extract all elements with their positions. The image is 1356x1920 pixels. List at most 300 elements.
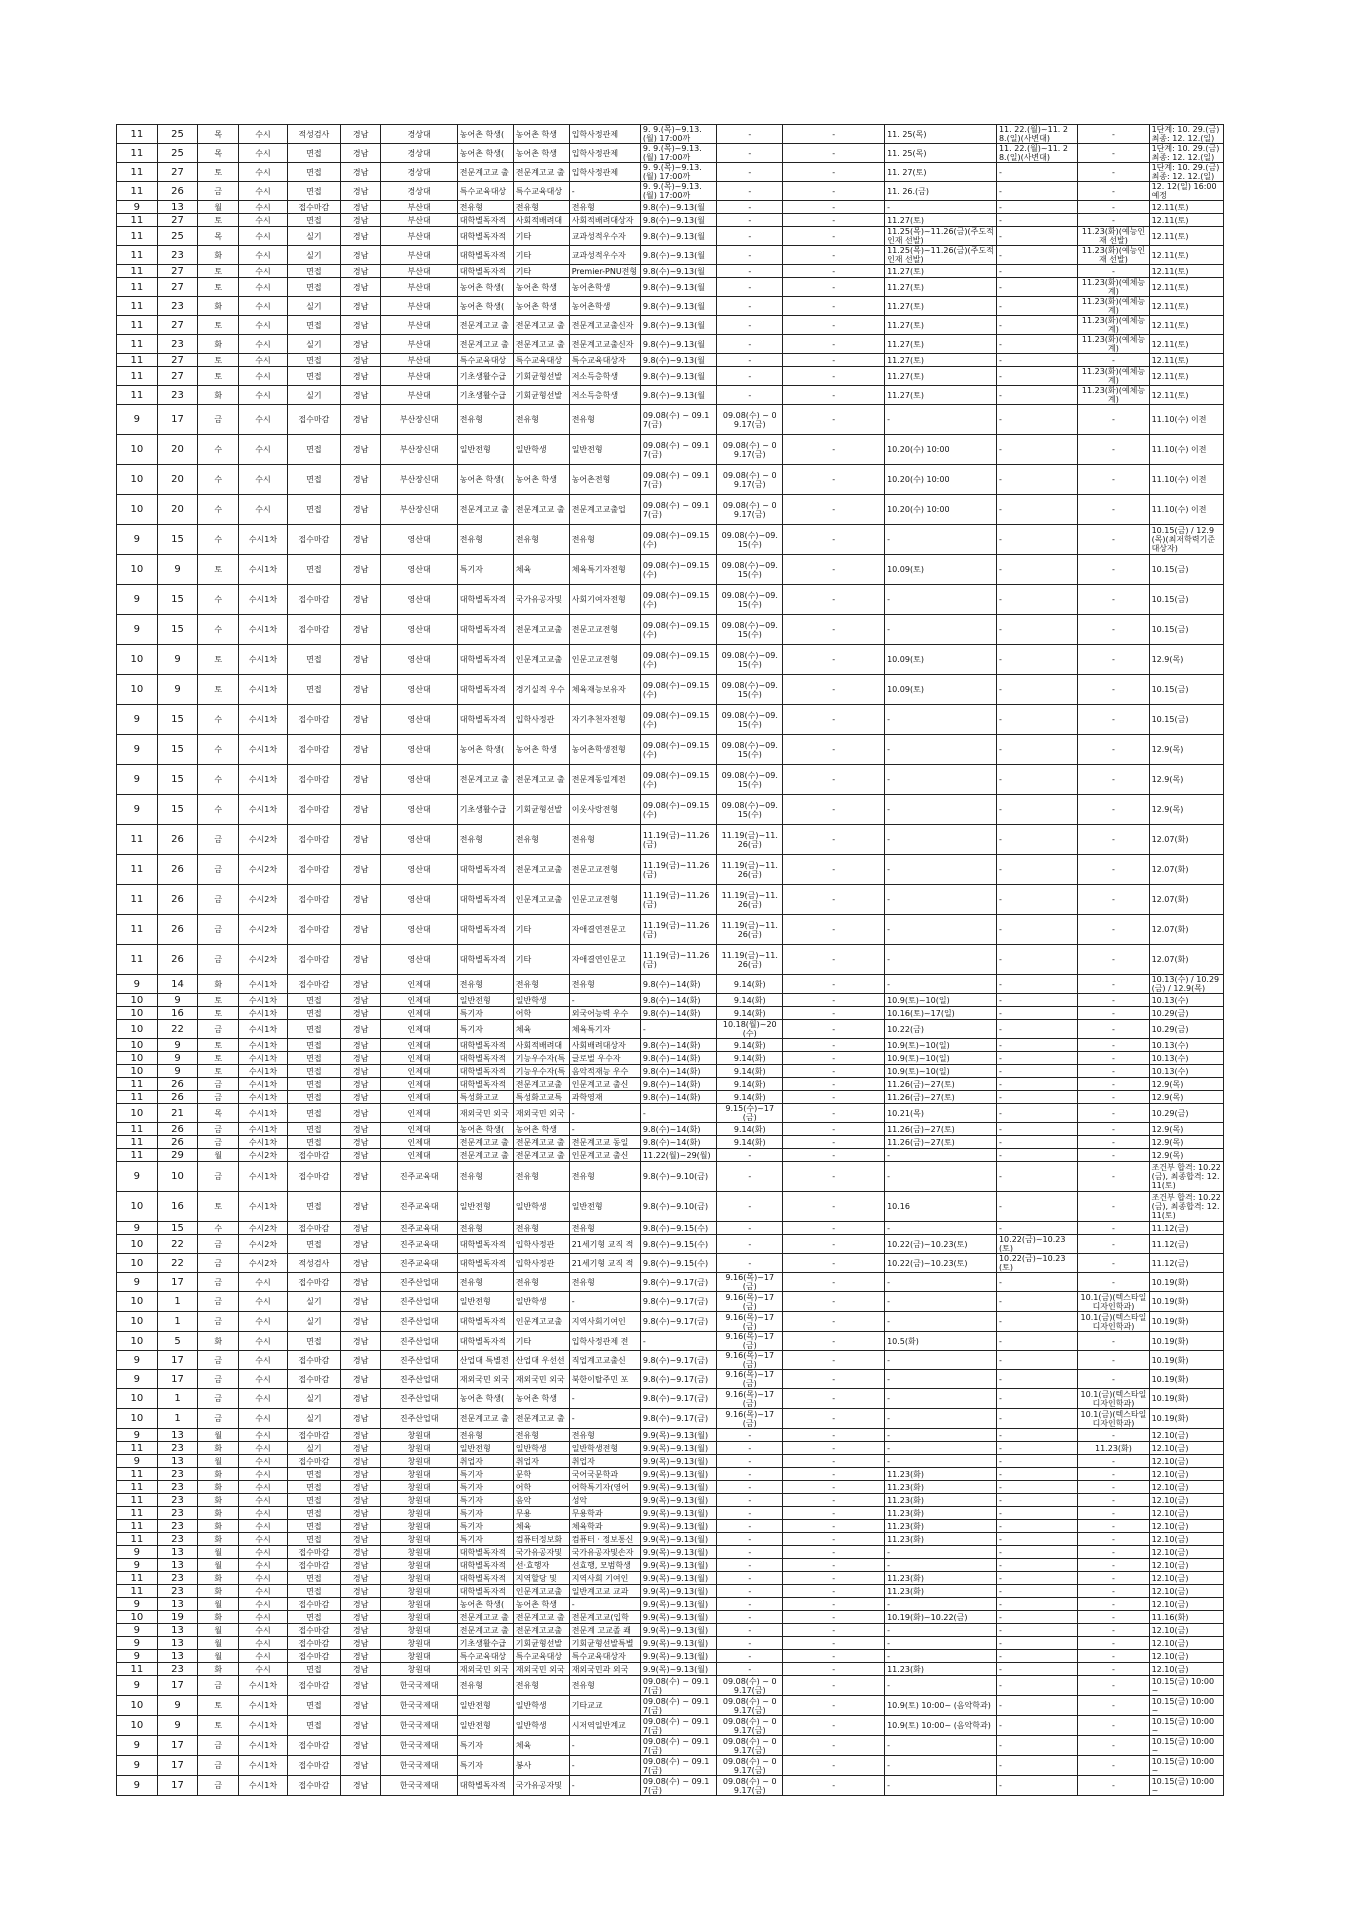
table-cell: 수시: [239, 214, 288, 227]
table-cell: 12.9(목): [1149, 1136, 1223, 1149]
table-cell: 면접: [287, 1136, 340, 1149]
table-cell: 특기자: [457, 555, 513, 585]
table-cell: 경상대: [381, 144, 457, 163]
table-cell: 경남: [340, 1520, 381, 1533]
table-cell: -: [996, 1052, 1077, 1065]
table-cell: 11.23(화)(예체능계): [1078, 335, 1149, 354]
table-cell: 진주교육대: [381, 1235, 457, 1254]
table-cell: 일반전형: [457, 1442, 513, 1455]
table-cell: 진주교육대: [381, 1192, 457, 1222]
table-cell: 면접: [287, 354, 340, 367]
table-cell: 농어촌 학생(: [457, 278, 513, 297]
table-cell: 경남: [340, 765, 381, 795]
table-cell: -: [717, 1559, 783, 1572]
table-cell: 어학: [513, 1481, 569, 1494]
table-cell: 전문계고교 출: [513, 1149, 569, 1162]
table-cell: -: [996, 435, 1077, 465]
table-cell: 9.8(수)~9.17(금): [640, 1292, 716, 1312]
table-cell: -: [783, 405, 885, 435]
table-cell: 창원대: [381, 1520, 457, 1533]
table-cell: 27: [157, 163, 198, 182]
table-cell: 수시: [239, 246, 288, 265]
table-cell: -: [996, 885, 1077, 915]
table-cell: 월: [198, 201, 239, 214]
table-cell: 9.14(화): [717, 1091, 783, 1104]
table-cell: 12.10(금): [1149, 1572, 1223, 1585]
table-cell: -: [996, 855, 1077, 885]
table-cell: 면접: [287, 144, 340, 163]
table-cell: 9.8(수)~14(화): [640, 994, 716, 1007]
table-cell: 11: [117, 1136, 158, 1149]
table-cell: -: [783, 1611, 885, 1624]
table-cell: 11: [117, 335, 158, 354]
table-cell: 토: [198, 214, 239, 227]
table-cell: 13: [157, 1429, 198, 1442]
table-cell: 11.27(토): [885, 316, 997, 335]
table-cell: -: [783, 1389, 885, 1409]
table-cell: -: [783, 1494, 885, 1507]
table-cell: 9: [117, 1370, 158, 1389]
table-cell: -: [569, 1598, 640, 1611]
table-cell: 26: [157, 945, 198, 975]
table-cell: 창원대: [381, 1624, 457, 1637]
table-cell: 경남: [340, 1716, 381, 1736]
table-cell: 09.08(수)~09.15(수): [717, 735, 783, 765]
table-cell: 23: [157, 246, 198, 265]
table-cell: 수시: [239, 1442, 288, 1455]
table-cell: 전문계고교 동일: [569, 1136, 640, 1149]
table-cell: 경남: [340, 1039, 381, 1052]
table-cell: -: [717, 297, 783, 316]
table-cell: 9: [117, 1455, 158, 1468]
table-cell: 경남: [340, 645, 381, 675]
table-cell: 10.1(금)(텍스타일디자인학과): [1078, 1312, 1149, 1332]
table-cell: 실기: [287, 1312, 340, 1332]
table-cell: 면접: [287, 182, 340, 201]
table-cell: 9.9(목)~9.13(월): [640, 1429, 716, 1442]
table-cell: 경남: [340, 1756, 381, 1776]
table-cell: 09.08(수) ~ 09.17(금): [717, 1756, 783, 1776]
table-cell: 9: [117, 735, 158, 765]
table-cell: -: [996, 1273, 1077, 1292]
table-cell: 10: [117, 1716, 158, 1736]
table-cell: 9: [157, 1716, 198, 1736]
table-cell: 수시: [239, 1370, 288, 1389]
table-cell: 금: [198, 945, 239, 975]
table-cell: 전유형: [569, 525, 640, 555]
table-cell: 9.8(수)~9.17(금): [640, 1351, 716, 1370]
table-cell: 경남: [340, 1104, 381, 1123]
table-row: [117, 435, 1224, 465]
table-cell: 경남: [340, 246, 381, 265]
table-cell: 화: [198, 1442, 239, 1455]
table-cell: 전유형: [457, 975, 513, 994]
table-cell: 9: [117, 615, 158, 645]
table-cell: 수: [198, 465, 239, 495]
table-cell: 접수마감: [287, 1351, 340, 1370]
table-cell: 취업자: [513, 1455, 569, 1468]
table-cell: 농어촌 학생: [513, 1598, 569, 1611]
table-cell: 경남: [340, 1091, 381, 1104]
table-cell: 체육특기자전형: [569, 555, 640, 585]
table-cell: 일반학생전형: [569, 1442, 640, 1455]
table-cell: 11.10(수) 이전: [1149, 435, 1223, 465]
table-cell: 체육: [513, 555, 569, 585]
table-cell: 수시: [239, 435, 288, 465]
table-cell: -: [569, 1736, 640, 1756]
table-cell: -: [996, 1611, 1077, 1624]
table-cell: 토: [198, 994, 239, 1007]
table-cell: 실기: [287, 1409, 340, 1429]
table-cell: 화: [198, 1468, 239, 1481]
table-cell: 26: [157, 1091, 198, 1104]
table-cell: 대학별독자적: [457, 1559, 513, 1572]
table-cell: -: [996, 1332, 1077, 1351]
table-cell: 10.9(토)~10(일): [885, 994, 997, 1007]
table-cell: 시저역일반계교: [569, 1716, 640, 1736]
table-cell: -: [996, 1520, 1077, 1533]
table-cell: 인제대: [381, 1091, 457, 1104]
table-row: [117, 1007, 1224, 1020]
table-cell: 접수마감: [287, 795, 340, 825]
table-cell: 재외국민 외국: [457, 1663, 513, 1676]
table-cell: 입학사정관제 전: [569, 1332, 640, 1351]
table-cell: 월: [198, 1559, 239, 1572]
table-cell: -: [783, 615, 885, 645]
table-row: [117, 1104, 1224, 1123]
table-cell: -: [1078, 1533, 1149, 1546]
table-cell: 23: [157, 1507, 198, 1520]
table-cell: 기타: [513, 265, 569, 278]
table-cell: 접수마감: [287, 945, 340, 975]
table-cell: 특성화고교: [457, 1091, 513, 1104]
table-cell: 09.08(수)~09.15(수): [640, 645, 716, 675]
table-cell: 9: [157, 1696, 198, 1716]
table-cell: 11.19(금)~11.26(금): [640, 945, 716, 975]
table-cell: 저소득층학생: [569, 367, 640, 386]
table-row: [117, 525, 1224, 555]
table-cell: -: [1078, 1020, 1149, 1039]
table-cell: -: [885, 1546, 997, 1559]
table-cell: 화: [198, 386, 239, 405]
table-cell: 09.08(수) ~ 09.17(금): [717, 1776, 783, 1796]
table-cell: -: [1078, 163, 1149, 182]
table-cell: 경남: [340, 735, 381, 765]
table-cell: 9: [157, 994, 198, 1007]
table-cell: -: [996, 163, 1077, 182]
table-cell: 10: [117, 555, 158, 585]
table-cell: 금: [198, 1020, 239, 1039]
table-cell: 창원대: [381, 1650, 457, 1663]
table-cell: -: [717, 1162, 783, 1192]
table-cell: -: [1078, 735, 1149, 765]
table-cell: -: [783, 465, 885, 495]
table-cell: 음악적재능 우수: [569, 1065, 640, 1078]
table-cell: 과학영재: [569, 1091, 640, 1104]
table-row: [117, 1351, 1224, 1370]
table-cell: -: [1078, 915, 1149, 945]
table-row: [117, 1572, 1224, 1585]
table-row: [117, 297, 1224, 316]
table-cell: 전유형: [457, 1222, 513, 1235]
table-cell: 11.22(월)~29(월): [640, 1149, 716, 1162]
table-cell: 토: [198, 555, 239, 585]
table-row: [117, 1442, 1224, 1455]
table-cell: 17: [157, 1273, 198, 1292]
table-cell: -: [996, 1481, 1077, 1494]
table-cell: 경남: [340, 1065, 381, 1078]
table-cell: -: [885, 1149, 997, 1162]
table-cell: 10: [117, 1192, 158, 1222]
table-cell: 수시1차: [239, 1756, 288, 1776]
table-cell: 실기: [287, 1292, 340, 1312]
table-cell: 국어국문학과: [569, 1468, 640, 1481]
table-cell: 경남: [340, 1663, 381, 1676]
table-cell: 면접: [287, 1104, 340, 1123]
table-cell: -: [1078, 1736, 1149, 1756]
table-cell: 9.16(목)~17(금): [717, 1292, 783, 1312]
table-cell: 11: [117, 945, 158, 975]
table-cell: 09.08(수)~09.15(수): [640, 585, 716, 615]
table-cell: 12.10(금): [1149, 1637, 1223, 1650]
table-cell: 일반전형: [457, 1696, 513, 1716]
table-cell: 접수마감: [287, 855, 340, 885]
table-cell: 11: [117, 265, 158, 278]
table-cell: 09.08(수) ~ 09.17(금): [640, 495, 716, 525]
table-cell: 특기자: [457, 1507, 513, 1520]
table-cell: 면접: [287, 1494, 340, 1507]
table-cell: 외국어능력 우수: [569, 1007, 640, 1020]
table-cell: -: [996, 1572, 1077, 1585]
table-cell: 금: [198, 825, 239, 855]
table-cell: -: [996, 1292, 1077, 1312]
table-row: [117, 1696, 1224, 1716]
table-cell: -: [783, 227, 885, 246]
table-row: [117, 1136, 1224, 1149]
table-cell: 경남: [340, 1481, 381, 1494]
table-cell: 9.9(목)~9.13(월): [640, 1442, 716, 1455]
table-cell: 수시1차: [239, 705, 288, 735]
table-cell: 11.23(화)(예능인재 선발): [1078, 227, 1149, 246]
table-cell: 9.8(수)~9.10(금): [640, 1192, 716, 1222]
table-cell: 11.26(금)~27(토): [885, 1091, 997, 1104]
table-cell: 전문계고교 출: [457, 765, 513, 795]
table-cell: -: [1078, 675, 1149, 705]
table-cell: 접수마감: [287, 885, 340, 915]
table-cell: 12.10(금): [1149, 1442, 1223, 1455]
table-cell: 9: [117, 1559, 158, 1572]
table-cell: -: [783, 1312, 885, 1332]
table-cell: -: [1078, 495, 1149, 525]
table-cell: -: [717, 125, 783, 144]
table-cell: -: [783, 1624, 885, 1637]
table-row: [117, 1756, 1224, 1776]
table-cell: 대학별독자적: [457, 1039, 513, 1052]
table-cell: 수: [198, 765, 239, 795]
table-cell: -: [783, 1149, 885, 1162]
table-cell: 체육학과: [569, 1520, 640, 1533]
table-cell: 경남: [340, 1429, 381, 1442]
table-cell: 금: [198, 1409, 239, 1429]
table-cell: -: [783, 1637, 885, 1650]
table-cell: 접수마감: [287, 1676, 340, 1696]
table-cell: -: [996, 367, 1077, 386]
table-cell: 재외국민 외국: [457, 1370, 513, 1389]
table-cell: 10.15(금) 10:00 ~: [1149, 1736, 1223, 1756]
table-cell: 23: [157, 335, 198, 354]
table-cell: 재외국민과 외국: [569, 1663, 640, 1676]
table-cell: -: [1078, 1676, 1149, 1696]
table-cell: -: [1078, 705, 1149, 735]
table-row: [117, 1020, 1224, 1039]
table-cell: -: [996, 1351, 1077, 1370]
table-cell: 접수마감: [287, 1776, 340, 1796]
table-cell: -: [1078, 945, 1149, 975]
table-cell: 접수마감: [287, 1598, 340, 1611]
table-cell: 월: [198, 1149, 239, 1162]
table-cell: 접수마감: [287, 1650, 340, 1663]
table-cell: -: [783, 163, 885, 182]
table-cell: 전문계고교 출: [457, 1611, 513, 1624]
table-cell: 9: [117, 975, 158, 994]
table-cell: 수시1차: [239, 1696, 288, 1716]
table-cell: 9: [117, 1546, 158, 1559]
table-cell: 경남: [340, 144, 381, 163]
table-cell: 수시1차: [239, 1192, 288, 1222]
table-cell: 선·효행자: [513, 1559, 569, 1572]
table-cell: 인문계고교출: [513, 645, 569, 675]
table-cell: 전유형: [513, 1676, 569, 1696]
table-cell: 27: [157, 354, 198, 367]
table-cell: 09.08(수) ~ 09.17(금): [640, 435, 716, 465]
table-cell: 수시: [239, 1572, 288, 1585]
table-cell: 창원대: [381, 1468, 457, 1481]
table-cell: 11.23(화): [885, 1663, 997, 1676]
table-cell: 경남: [340, 405, 381, 435]
table-cell: 경남: [340, 367, 381, 386]
table-cell: 9: [117, 1624, 158, 1637]
table-cell: -: [996, 1637, 1077, 1650]
table-cell: 11.12(금): [1149, 1254, 1223, 1273]
table-cell: -: [885, 615, 997, 645]
table-cell: 접수마감: [287, 915, 340, 945]
table-cell: 전문계고교 출: [513, 316, 569, 335]
table-cell: -: [783, 335, 885, 354]
table-cell: -: [1078, 1162, 1149, 1192]
table-cell: 9.8(수)~9.13(월: [640, 386, 716, 405]
table-cell: 창원대: [381, 1572, 457, 1585]
table-row: [117, 405, 1224, 435]
table-cell: 9.8(수)~14(화): [640, 1078, 716, 1091]
table-cell: 10.19(화): [1149, 1292, 1223, 1312]
table-cell: 23: [157, 297, 198, 316]
table-cell: 9.9(목)~9.13(월): [640, 1663, 716, 1676]
table-cell: 금: [198, 1370, 239, 1389]
table-cell: 11.25(목)~11.26(금)(주도적인재 선발): [885, 227, 997, 246]
table-cell: 부산대: [381, 246, 457, 265]
table-cell: -: [717, 163, 783, 182]
table-cell: 특기자: [457, 1468, 513, 1481]
table-cell: 09.08(수)~09.15(수): [717, 615, 783, 645]
table-cell: 수시: [239, 495, 288, 525]
table-row: [117, 1624, 1224, 1637]
table-cell: 수시1차: [239, 1007, 288, 1020]
table-cell: 접수마감: [287, 1756, 340, 1776]
table-row: [117, 1222, 1224, 1235]
table-cell: 교과성적우수자: [569, 246, 640, 265]
table-cell: -: [885, 915, 997, 945]
table-cell: -: [783, 1442, 885, 1455]
table-cell: 9.8(수)~9.15(수): [640, 1254, 716, 1273]
table-cell: 일반학생: [513, 1292, 569, 1312]
table-cell: 대학별독자적: [457, 1065, 513, 1078]
table-cell: 9: [117, 1222, 158, 1235]
table-cell: 10.9(토)~10(일): [885, 1039, 997, 1052]
table-cell: 영산대: [381, 555, 457, 585]
table-cell: 10: [117, 675, 158, 705]
table-cell: -: [783, 1429, 885, 1442]
table-cell: 경남: [340, 795, 381, 825]
table-cell: 27: [157, 316, 198, 335]
table-cell: -: [996, 1468, 1077, 1481]
table-cell: 금: [198, 855, 239, 885]
table-cell: 지역사회기여인: [569, 1312, 640, 1332]
table-cell: -: [1078, 1091, 1149, 1104]
table-cell: -: [885, 825, 997, 855]
table-cell: 09.08(수)~09.15(수): [717, 585, 783, 615]
table-cell: 면접: [287, 1663, 340, 1676]
table-cell: 면접: [287, 1020, 340, 1039]
table-cell: -: [996, 1007, 1077, 1020]
table-cell: 전문계고교 출: [513, 1136, 569, 1149]
table-cell: 수시2차: [239, 1149, 288, 1162]
table-cell: 11.27(토): [885, 354, 997, 367]
table-cell: 11: [117, 855, 158, 885]
table-cell: -: [783, 1235, 885, 1254]
table-cell: -: [783, 354, 885, 367]
table-cell: 9.9(목)~9.13(월): [640, 1585, 716, 1598]
table-cell: 9.8(수)~14(화): [640, 1123, 716, 1136]
table-cell: 화: [198, 1507, 239, 1520]
table-cell: -: [717, 201, 783, 214]
table-cell: -: [1078, 1039, 1149, 1052]
table-cell: 10.19(화): [1149, 1370, 1223, 1389]
table-cell: -: [783, 1192, 885, 1222]
table-cell: 금: [198, 1235, 239, 1254]
table-cell: 9.14(화): [717, 1078, 783, 1091]
table-cell: 22: [157, 1020, 198, 1039]
table-cell: 전문계고교 출: [457, 316, 513, 335]
table-cell: 11: [117, 1123, 158, 1136]
table-cell: 10: [117, 1052, 158, 1065]
table-cell: 농어촌 학생(: [457, 1123, 513, 1136]
table-cell: 09.08(수)~09.15(수): [640, 525, 716, 555]
table-cell: 면접: [287, 1052, 340, 1065]
table-cell: -: [996, 1455, 1077, 1468]
table-cell: 접수마감: [287, 975, 340, 994]
table-cell: 한국국제대: [381, 1776, 457, 1796]
table-cell: -: [996, 585, 1077, 615]
table-cell: -: [996, 615, 1077, 645]
table-cell: 수시2차: [239, 1235, 288, 1254]
table-cell: 목: [198, 1104, 239, 1123]
table-cell: -: [1078, 1370, 1149, 1389]
table-cell: 경남: [340, 1676, 381, 1696]
table-cell: 26: [157, 915, 198, 945]
table-cell: 전유형: [569, 1273, 640, 1292]
table-cell: 입학사정관제: [569, 125, 640, 144]
table-cell: -: [783, 1052, 885, 1065]
